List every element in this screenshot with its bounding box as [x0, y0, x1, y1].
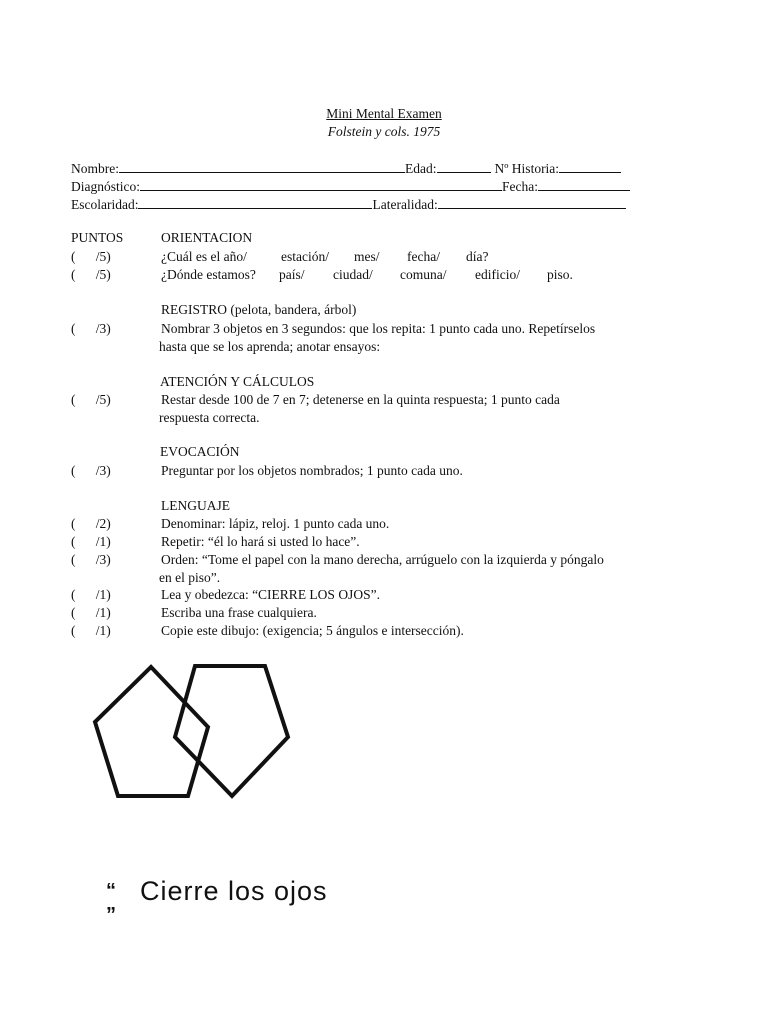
- atencion-text-2: respuesta correcta.: [159, 410, 260, 425]
- orientacion-score-1[interactable]: ( /5): [71, 249, 111, 264]
- orientacion-heading: ORIENTACION: [161, 230, 253, 245]
- orientacion-q2-opt: edificio/: [475, 267, 520, 282]
- orientacion-q1-opt: estación/: [281, 249, 329, 264]
- lenguaje-item-text: Denominar: lápiz, reloj. 1 punto cada uno.: [161, 516, 390, 531]
- orientacion-q2: ¿Dónde estamos?: [161, 267, 256, 282]
- evocacion-score[interactable]: ( /3): [71, 463, 111, 478]
- lenguaje-heading: LENGUAJE: [161, 498, 230, 513]
- registro-text-1: Nombrar 3 objetos en 3 segundos: que los repita: 1 punto cada uno. Repetírselos: [161, 321, 596, 336]
- lenguaje-score[interactable]: ( /1): [71, 534, 111, 549]
- registro-heading: REGISTRO (pelota, bandera, árbol): [161, 302, 357, 317]
- diagnostico-label: Diagnóstico:: [71, 179, 140, 194]
- atencion-heading: ATENCIÓN Y CÁLCULOS: [160, 374, 315, 389]
- lenguaje-item-text: Lea y obedezca: “CIERRE LOS OJOS”.: [161, 587, 380, 602]
- cierre-close-quote: ”: [106, 904, 116, 926]
- historia-label: Nº Historia:: [494, 161, 560, 176]
- atencion-text-1: Restar desde 100 de 7 en 7; detenerse en la quinta respuesta; 1 punto cada: [161, 392, 560, 407]
- cierre-open-quote: “: [106, 880, 116, 902]
- orientacion-q2-opt: comuna/: [400, 267, 447, 282]
- page-title: Mini Mental Examen: [326, 106, 442, 121]
- edad-label: Edad:: [405, 161, 437, 176]
- page-subtitle: Folstein y cols. 1975: [327, 124, 441, 139]
- cierre-los-ojos-text: Cierre los ojos: [140, 876, 328, 906]
- registro-score[interactable]: ( /3): [71, 321, 111, 336]
- registro-text-2: hasta que se los aprenda; anotar ensayos:: [159, 339, 381, 354]
- escolaridad-label: Escolaridad:: [71, 197, 139, 212]
- lenguaje-score[interactable]: ( /1): [71, 587, 111, 602]
- lenguaje-item-text: Copie este dibujo: (exigencia; 5 ángulos e intersección).: [161, 623, 464, 638]
- lenguaje-item-text: Orden: “Tome el papel con la mano derecha, arrúguelo con la izquierda y póngalo: [161, 552, 604, 567]
- lenguaje-score[interactable]: ( /1): [71, 623, 111, 638]
- lenguaje-score[interactable]: ( /3): [71, 552, 111, 567]
- lenguaje-item-text: Escriba una frase cualquiera.: [161, 605, 317, 620]
- orientacion-q2-opt: ciudad/: [333, 267, 373, 282]
- orientacion-q1-opt: fecha/: [407, 249, 440, 264]
- evocacion-heading: EVOCACIÓN: [160, 444, 240, 459]
- orientacion-score-2[interactable]: ( /5): [71, 267, 111, 282]
- fecha-label: Fecha:: [502, 179, 538, 194]
- lenguaje-score[interactable]: ( /2): [71, 516, 111, 531]
- nombre-label: Nombre:: [71, 161, 119, 176]
- orientacion-q2-opt: país/: [279, 267, 305, 282]
- atencion-score[interactable]: ( /5): [71, 392, 111, 407]
- orientacion-q2-opt: piso.: [547, 267, 573, 282]
- lenguaje-item-text: Repetir: “él lo hará si usted lo hace”.: [161, 534, 360, 549]
- lateralidad-label: Lateralidad:: [372, 197, 438, 212]
- lenguaje-score[interactable]: ( /1): [71, 605, 111, 620]
- puntos-header: PUNTOS: [71, 230, 124, 245]
- orientacion-q1-opt: día?: [466, 249, 489, 264]
- orientacion-q1-opt: mes/: [354, 249, 380, 264]
- evocacion-text: Preguntar por los objetos nombrados; 1 punto cada uno.: [161, 463, 463, 478]
- orientacion-q1: ¿Cuál es el año/: [161, 249, 247, 264]
- lenguaje-item-text-cont: en el piso”.: [159, 570, 221, 585]
